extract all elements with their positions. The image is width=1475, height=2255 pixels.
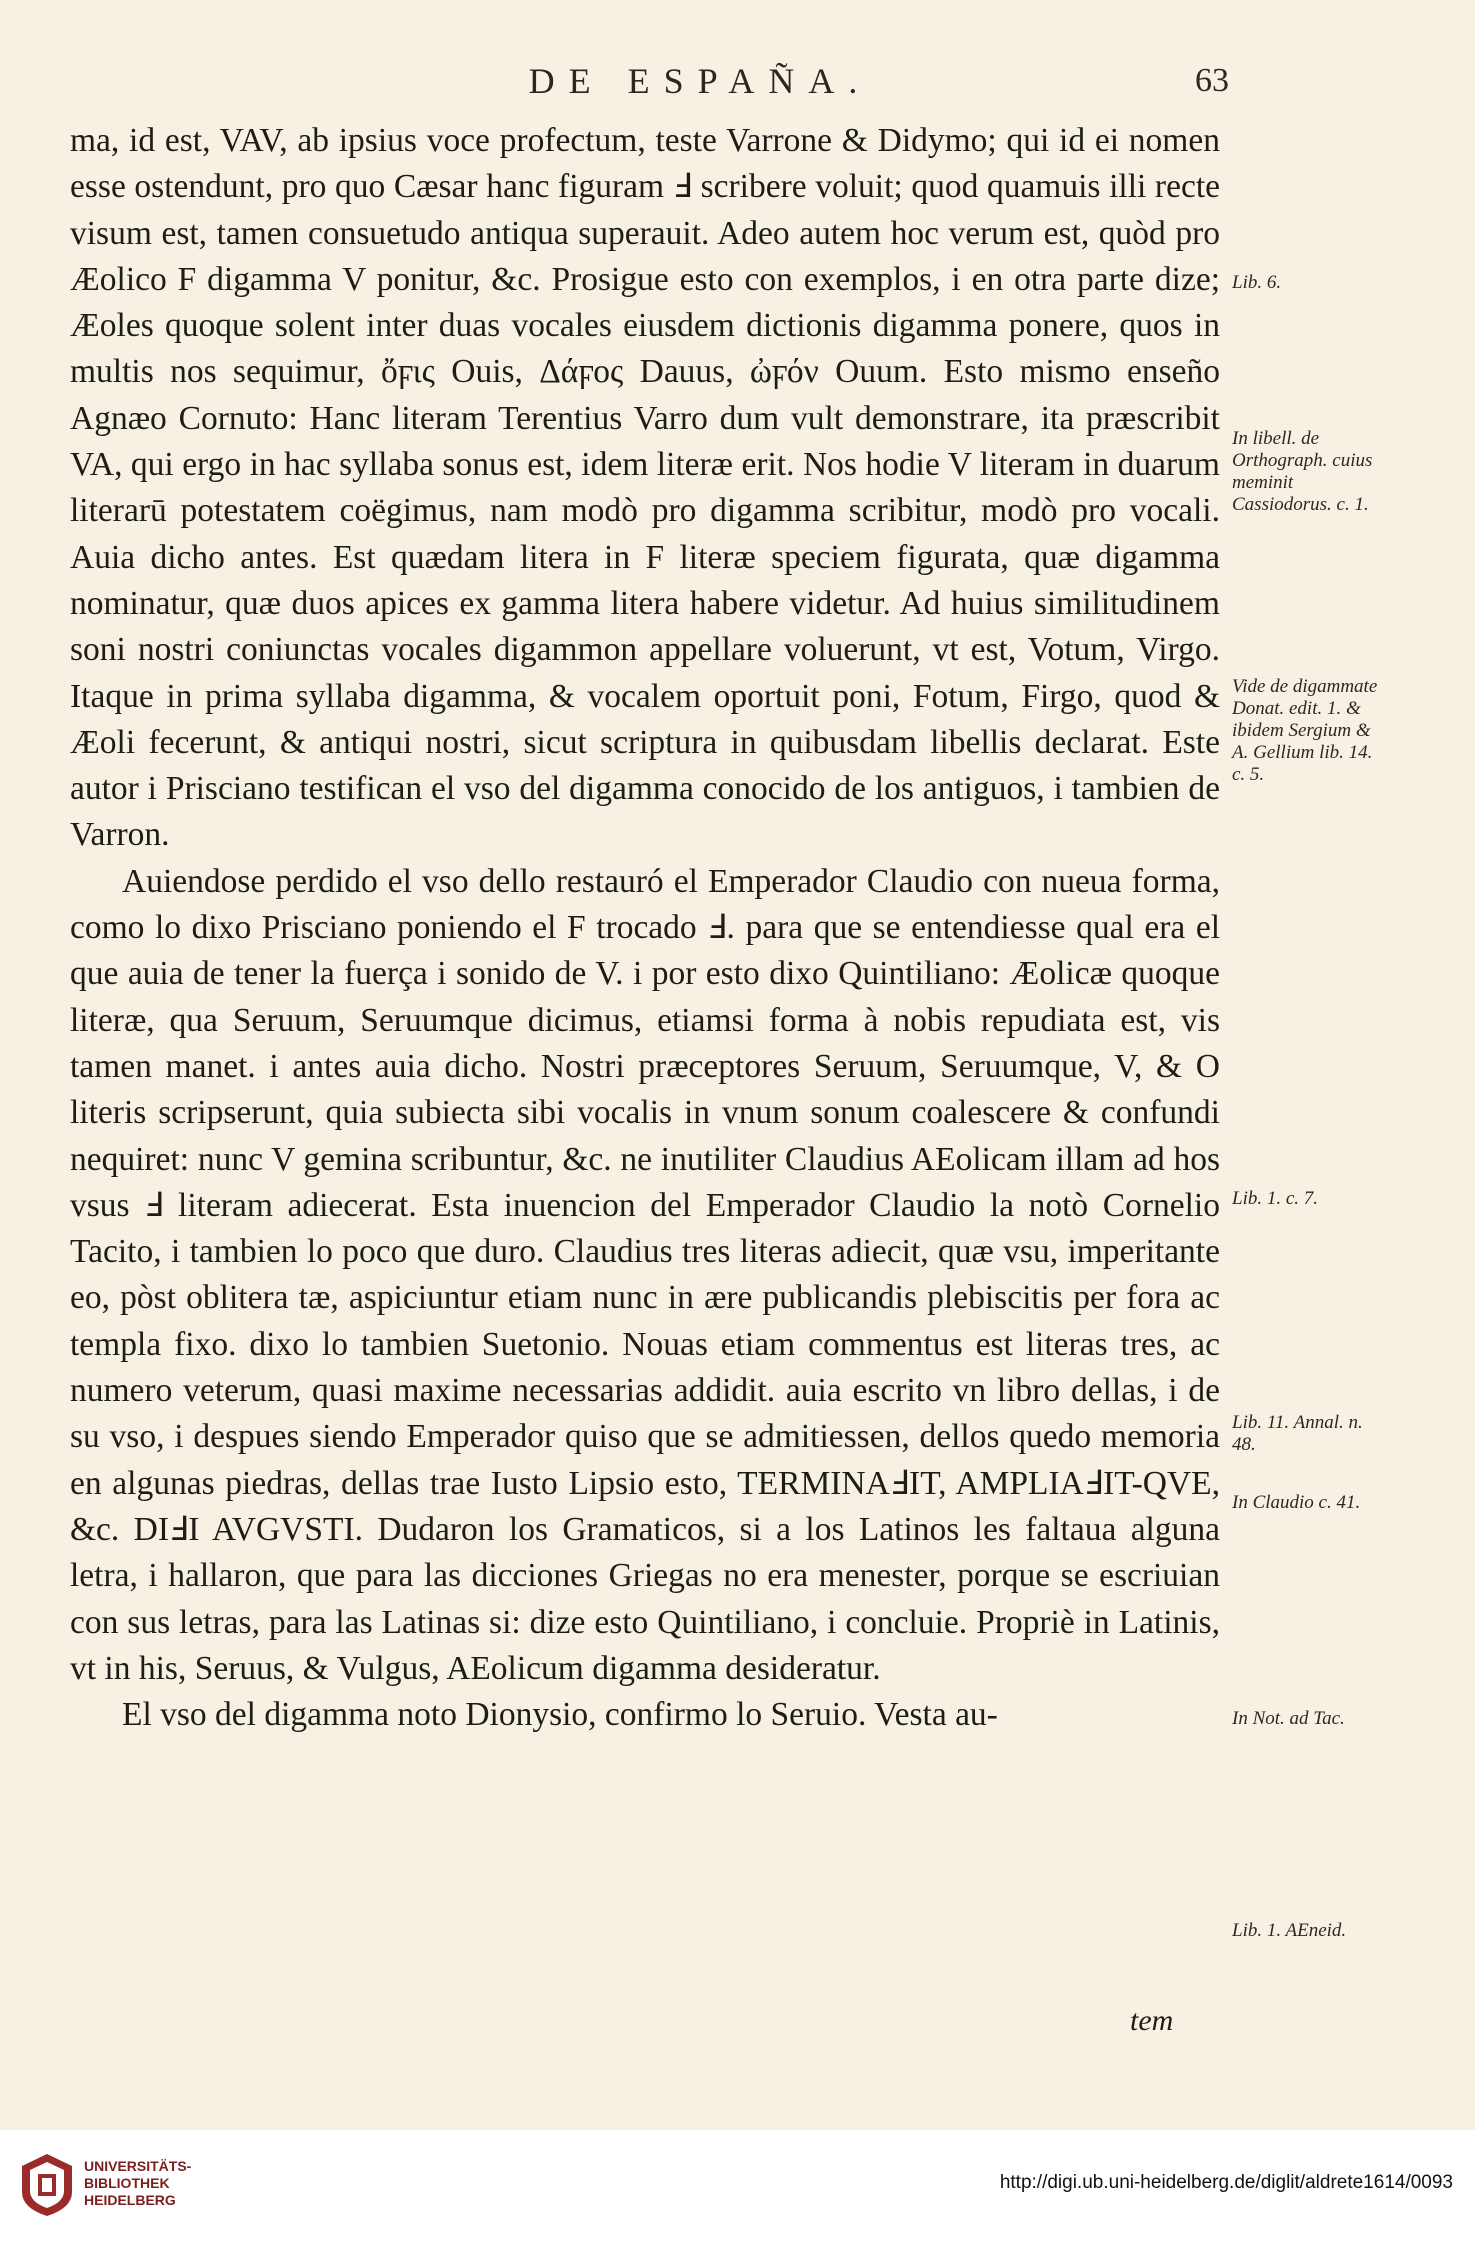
paragraph-2: Auiendose perdido el vso dello restauró el Emperador Claudio con nueua forma, como lo dixo Prisciano poniendo el F trocado Ⅎ. para que se entendiesse qual era el que auia de tener la fuerça i sonido de V. i por esto dixo Quintiliano: Æolicæ quoque literæ, qua Seruum, Seruumque dicimus, etiamsi forma à nobis repudiata est, vis tamen manet. i antes auia dicho. Nostri præceptores Seruum, Seruumque, V, & O literis scripserunt, quia subiecta sibi vocalis in vnum sonum coalescere & confundi nequiret: nunc V gemina scribuntur, &c. ne inutiliter Claudius AEolicam illam ad hos vsus Ⅎ literam adiecerat. Esta inuencion del Emperador Claudio la notò Cornelio Tacito, i tambien lo poco que duro. Claudius tres literas adiecit, quæ vsu, imperitante eo, pòst oblitera tæ, aspiciuntur etiam nunc in ære publicandis plebiscitis per fora ac templa fixo. dixo lo tambien Suetonio. Nouas etiam commentus est literas tres, ac numero veterum, quasi maxime necessarias addidit. auia escrito vn libro dellas, i de su vso, i despues siendo Emperador quiso que se admitiessen, dellos quedo memoria en algunas piedras, dellas trae Iusto Lipsio esto, TERMINAℲIT, AMPLIAℲIT-QVE, &c. DIℲI AVGVSTI. Dudaron los Gramaticos, si a los Latinos les faltaua alguna letra, i hallaron, que para las dicciones Griegas no era menester, porque se escriuian con sus letras, para las Latinas si: dize esto Quintiliano, i concluie. Propriè in Latinis, vt in his, Seruus, & Vulgus, AEolicum digamma desideratur.: [70, 862, 1220, 1687]
paragraph-1: ma, id est, VAV, ab ipsius voce profectum, teste Varrone & Didymo; qui id ei nomen esse ostendunt, pro quo Cæsar hanc figuram Ⅎ scribere voluit; quod quamuis illi recte visum est, tamen consuetudo antiqua superauit. Adeo autem hoc verum est, quòd pro Æolico F digamma V ponitur, &c. Prosigue esto con exemplos, i en otra parte dize; Æoles quoque solent inter duas vocales eiusdem dictionis digamma ponere, quos in multis nos sequimur, ὄϝις Ouis, Δάϝος Dauus, ὠϝόν Ouum. Esto mismo enseño Agnæo Cornuto: Hanc literam Terentius Varro dum vult demonstrare, ita præscribit VA, qui ergo in hac syllaba sonus est, idem literæ erit. Nos hodie V literam in duarum literarū potestatem coëgimus, nam modò pro digamma scribitur, modò pro vocali. Auia dicho antes. Est quædam litera in F literæ speciem figurata, quæ digamma nominatur, quæ duos apices ex gamma litera habere videtur. Ad huius similitudinem soni nostri coniunctas vocales digammon appellare voluerunt, vt est, Votum, Virgo. Itaque in prima syllaba digamma, & vocalem oportuit poni, Fotum, Firgo, quod & Æoli fecerunt, & antiqui nostri, sicut scriptura in quibusdam libellis declarat. Este autor i Prisciano testifican el vso del digamma conocido de los antiguos, i tambien de Varron.: [70, 122, 1220, 854]
margin-note: Lib. 1. AEneid.: [1232, 1920, 1347, 1941]
margin-note: In Claudio c. 41.: [1232, 1492, 1361, 1513]
margin-note: Vide de digammate Donat. edit. 1. & ibidem Sergium & A. Gellium lib. 14. c. 5.: [1232, 676, 1378, 785]
margin-note: In libell. de Orthograph. cuius meminit Cassiodorus. c. 1.: [1232, 428, 1373, 515]
library-name-line: HEIDELBERG: [84, 2192, 176, 2208]
paragraph-3: El vso del digamma noto Dionysio, confirmo lo Seruio. Vesta au-: [122, 1696, 998, 1734]
page-number: 63: [1195, 62, 1229, 99]
library-name-line: BIBLIOTHEK: [84, 2175, 170, 2191]
body-text: [70, 118, 1220, 1738]
catchword: tem: [1130, 2004, 1174, 2037]
library-name: [84, 2158, 191, 2209]
university-seal-icon: [18, 2152, 76, 2218]
library-name-line: UNIVERSITÄTS-: [84, 2158, 192, 2174]
source-url[interactable]: http://digi.ub.uni-heidelberg.de/diglit/aldrete1614/0093: [999, 2172, 1453, 2193]
margin-note: Lib. 1. c. 7.: [1232, 1188, 1319, 1209]
margin-note: In Not. ad Tac.: [1232, 1708, 1345, 1729]
running-head: DE ESPAÑA.: [528, 61, 872, 101]
footer-bar: [0, 2130, 1475, 2255]
margin-note: Lib. 11. Annal. n. 48.: [1232, 1412, 1363, 1455]
margin-note: Lib. 6.: [1232, 272, 1282, 293]
